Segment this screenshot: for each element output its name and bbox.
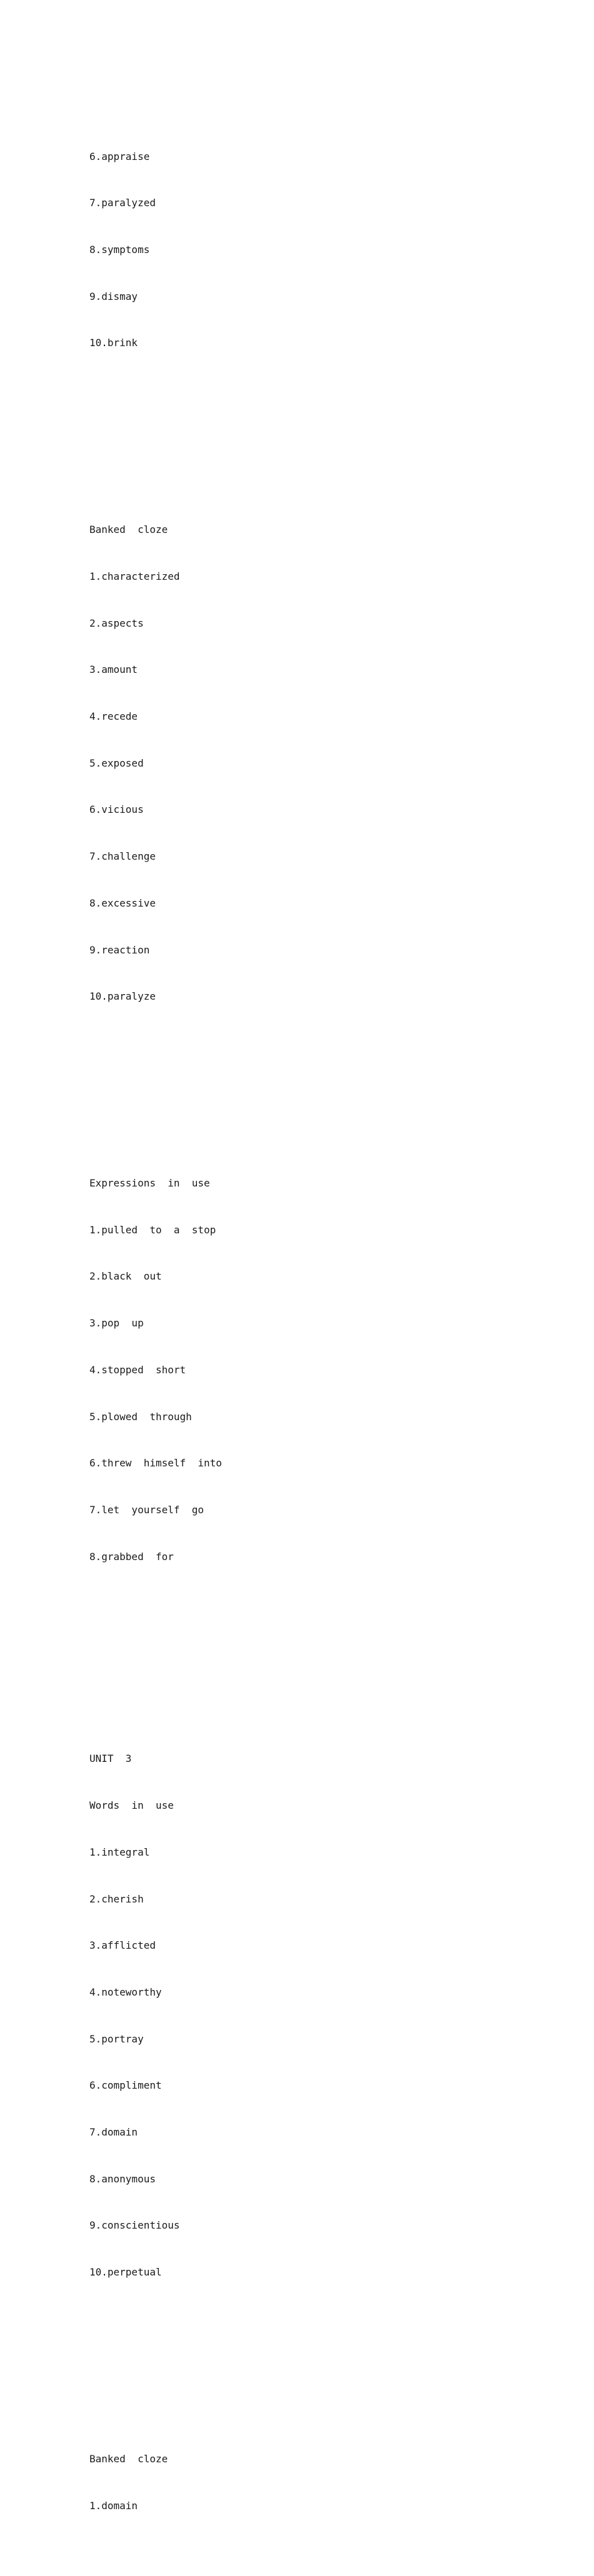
list-item: 7.challenge — [89, 850, 156, 863]
list-item: 3.afflicted — [89, 1939, 156, 1952]
list-item: 8.anonymous — [89, 2172, 156, 2185]
list-item: 1.integral — [89, 1846, 150, 1858]
list-item: 9.reaction — [89, 943, 150, 956]
list-item: 5.portray — [89, 2032, 144, 2045]
list-item: 2.cherish — [89, 1892, 144, 1905]
banked-cloze-section-1 — [89, 491, 527, 1036]
list-item: 10.perpetual — [89, 2266, 162, 2279]
list-item: 8.excessive — [89, 897, 156, 909]
spacer — [89, 2359, 527, 2374]
answers-block-1 — [89, 118, 527, 382]
document-page — [89, 71, 527, 2576]
spacer — [89, 429, 527, 445]
list-item: 10.paralyze — [89, 990, 156, 1003]
unit-heading: UNIT 3 — [89, 1753, 132, 1765]
list-item: 4.stopped short — [89, 1363, 186, 1376]
list-item: 3.pop up — [89, 1317, 144, 1330]
section-heading: Expressions in use — [89, 1177, 210, 1190]
list-item: 2.black out — [89, 1270, 162, 1283]
spacer — [89, 1643, 527, 1674]
list-item: 6.vicious — [89, 803, 144, 816]
list-item: 4.noteworthy — [89, 1986, 162, 1998]
list-item: 6.compliment — [89, 2079, 162, 2092]
list-item: 8.symptoms — [89, 243, 150, 256]
expressions-section — [89, 1145, 527, 1596]
banked-cloze-section-2 — [89, 2420, 527, 2545]
list-item: 8.grabbed for — [89, 1550, 174, 1563]
list-item: 3.amount — [89, 664, 138, 676]
list-item: 1.pulled to a stop — [89, 1223, 216, 1236]
list-item: 7.paralyzed — [89, 197, 156, 209]
list-item: 9.dismay — [89, 290, 138, 302]
list-item: 7.domain — [89, 2126, 138, 2139]
spacer — [89, 1083, 527, 1098]
list-item: 9.conscientious — [89, 2219, 180, 2232]
list-item: 6.threw himself into — [89, 1457, 222, 1470]
list-item: 5.exposed — [89, 757, 144, 769]
list-item: 1.characterized — [89, 570, 180, 582]
list-item: 6.appraise — [89, 150, 150, 162]
section-heading: Words in use — [89, 1799, 174, 1812]
list-item: 1.domain — [89, 2499, 138, 2512]
list-item: 5.plowed through — [89, 1410, 192, 1423]
list-item: 10.brink — [89, 337, 138, 349]
list-item: 7.let yourself go — [89, 1503, 204, 1516]
section-heading: Banked cloze — [89, 2453, 168, 2465]
unit-3-section — [89, 1721, 527, 2312]
list-item: 2.aspects — [89, 617, 144, 629]
section-heading: Banked cloze — [89, 524, 168, 536]
list-item: 4.recede — [89, 710, 138, 722]
